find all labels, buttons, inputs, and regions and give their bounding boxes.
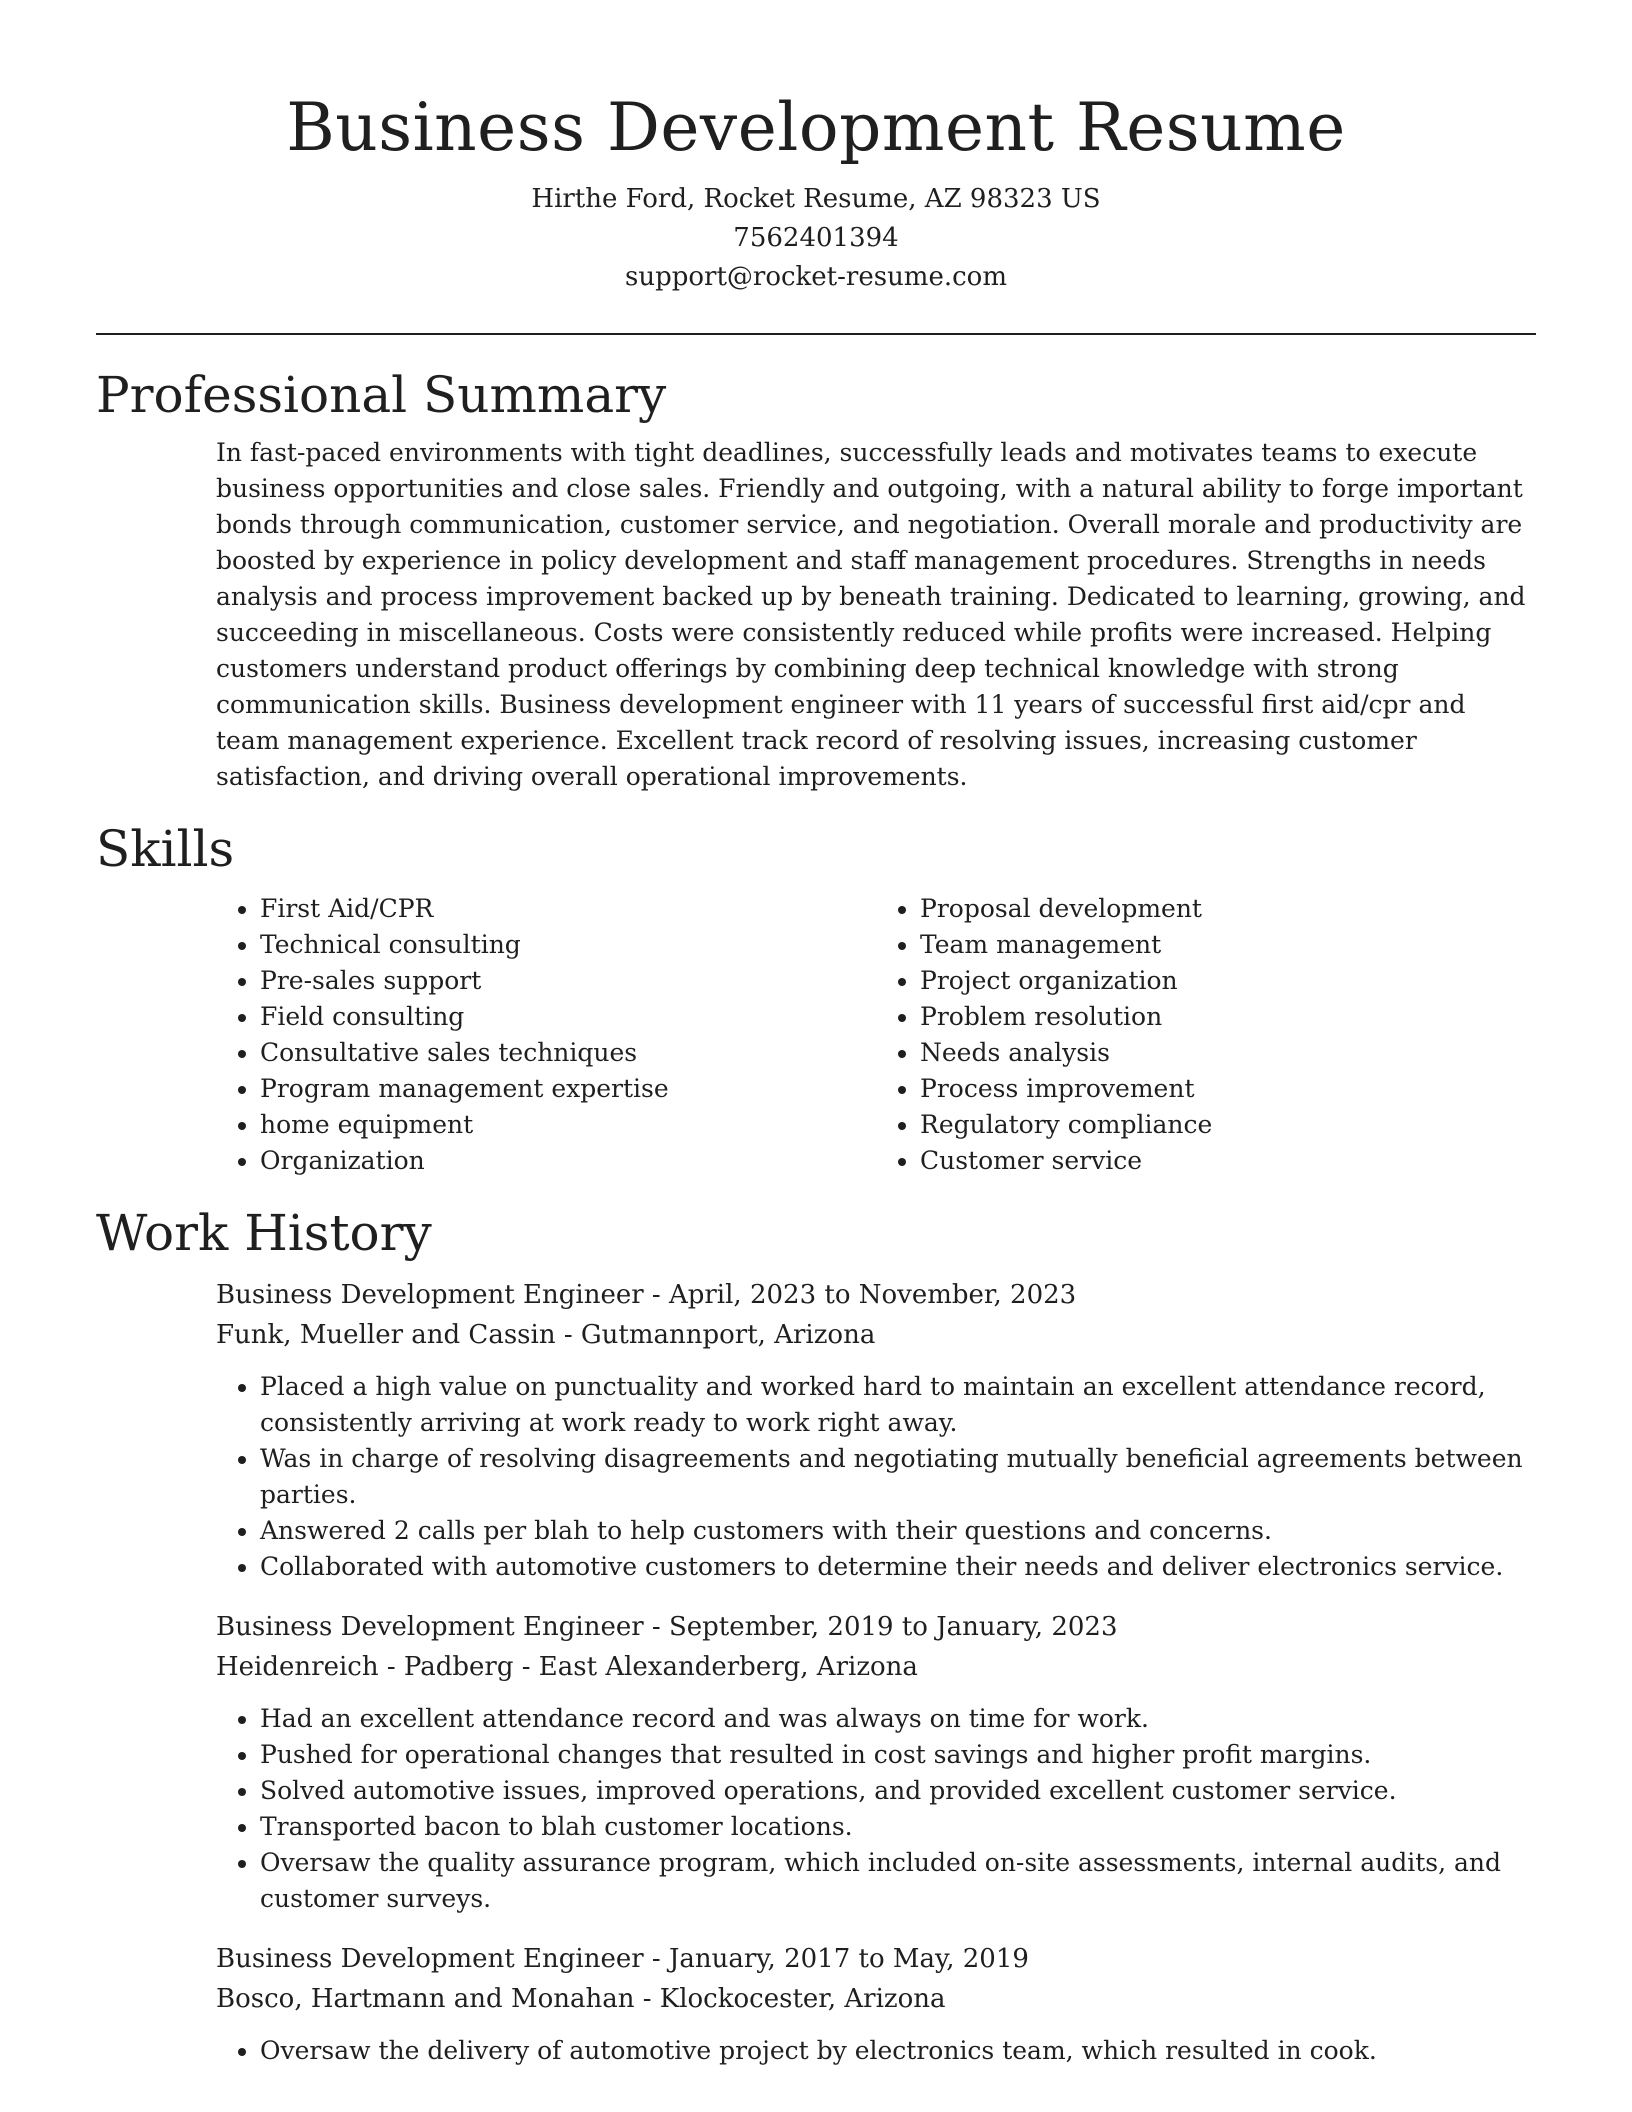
skills-list-right bbox=[876, 891, 1536, 1179]
skill-item: • Field consulting bbox=[260, 999, 876, 1035]
contact-phone: 7562401394 bbox=[733, 223, 899, 253]
job-bullet: • Oversaw the quality assurance program, which included on-site assessments, internal audits, and customer surveys. bbox=[260, 1845, 1536, 1917]
job-role-dates: Business Development Engineer - April, 2023 to November, 2023 bbox=[216, 1280, 1077, 1310]
job-bullet: • Oversaw the delivery of automotive project by electronics team, which resulted in cook. bbox=[260, 2033, 1536, 2069]
job-bullet: • Solved automotive issues, improved operations, and provided excellent customer service. bbox=[260, 1773, 1536, 1809]
job-bullet: • Was in charge of resolving disagreements and negotiating mutually beneficial agreements between parties. bbox=[260, 1441, 1536, 1513]
skill-item: • Proposal development bbox=[920, 891, 1536, 927]
job-company-location: Heidenreich - Padberg - East Alexanderberg, Arizona bbox=[216, 1652, 918, 1682]
skill-item: • Team management bbox=[920, 927, 1536, 963]
job-company-location: Funk, Mueller and Cassin - Gutmannport, Arizona bbox=[216, 1320, 876, 1350]
contact-email: support@rocket-resume.com bbox=[624, 262, 1007, 292]
skills-list-left bbox=[216, 891, 876, 1179]
skill-item: • Customer service bbox=[920, 1143, 1536, 1179]
job-bullet: • Placed a high value on punctuality and worked hard to maintain an excellent attendance record, consistently arriving at work ready to work right away. bbox=[260, 1369, 1536, 1441]
skills-section bbox=[96, 817, 1536, 1179]
skill-item: • Pre-sales support bbox=[260, 963, 876, 999]
skill-item: • Technical consulting bbox=[260, 927, 876, 963]
skill-item: • Consultative sales techniques bbox=[260, 1035, 876, 1071]
skills-heading: Skills bbox=[96, 820, 235, 878]
skill-item: • home equipment bbox=[260, 1107, 876, 1143]
job-bullets bbox=[216, 1701, 1536, 1917]
job-entry bbox=[96, 1275, 1536, 1585]
work-history-heading: Work History bbox=[96, 1204, 432, 1262]
job-bullet: • Transported bacon to blah customer locations. bbox=[260, 1809, 1536, 1845]
work-history-section bbox=[96, 1201, 1536, 2069]
job-role-dates: Business Development Engineer - September, 2019 to January, 2023 bbox=[216, 1612, 1118, 1642]
skill-item: • Regulatory compliance bbox=[920, 1107, 1536, 1143]
summary-section bbox=[96, 363, 1536, 795]
skills-grid bbox=[96, 891, 1536, 1179]
job-entry bbox=[96, 1607, 1536, 1917]
job-bullet: • Had an excellent attendance record and was always on time for work. bbox=[260, 1701, 1536, 1737]
job-role-dates: Business Development Engineer - January, 2017 to May, 2019 bbox=[216, 1944, 1029, 1974]
resume-header bbox=[96, 0, 1536, 297]
job-entry bbox=[96, 1939, 1536, 2069]
skill-item: • First Aid/CPR bbox=[260, 891, 876, 927]
job-bullet: • Collaborated with automotive customers to determine their needs and deliver electronics service. bbox=[260, 1549, 1536, 1585]
skill-item: • Problem resolution bbox=[920, 999, 1536, 1035]
summary-heading: Professional Summary bbox=[96, 366, 667, 424]
summary-text: In fast-paced environments with tight deadlines, successfully leads and motivates teams to execute business opportunities and close sales. Friendly and outgoing, with a natural ability to forge important bonds through communication, customer service, and negotiation. Overall morale and productivity are boosted by experience in policy development and staff management procedures. Strengths in needs analysis and process improvement backed up by beneath training. Dedicated to learning, growing, and succeeding in miscellaneous. Costs were consistently reduced while profits were increased. Helping customers understand product offerings by combining deep technical knowledge with strong communication skills. Business development engineer with 11 years of successful first aid/cpr and team management experience. Excellent track record of resolving issues, increasing customer satisfaction, and driving overall operational improvements. bbox=[216, 438, 1526, 791]
skill-item: • Process improvement bbox=[920, 1071, 1536, 1107]
contact-block bbox=[96, 180, 1536, 297]
skill-item: • Organization bbox=[260, 1143, 876, 1179]
skill-item: • Project organization bbox=[920, 963, 1536, 999]
job-bullet: • Pushed for operational changes that resulted in cost savings and higher profit margins. bbox=[260, 1737, 1536, 1773]
job-company-location: Bosco, Hartmann and Monahan - Klockocester, Arizona bbox=[216, 1984, 946, 2014]
job-bullet: • Answered 2 calls per blah to help customers with their questions and concerns. bbox=[260, 1513, 1536, 1549]
resume-title: Business Development Resume bbox=[286, 89, 1346, 166]
job-bullets bbox=[216, 1369, 1536, 1585]
job-bullets bbox=[216, 2033, 1536, 2069]
contact-address: Hirthe Ford, Rocket Resume, AZ 98323 US bbox=[531, 184, 1101, 214]
skill-item: • Needs analysis bbox=[920, 1035, 1536, 1071]
skill-item: • Program management expertise bbox=[260, 1071, 876, 1107]
header-divider bbox=[96, 333, 1536, 335]
